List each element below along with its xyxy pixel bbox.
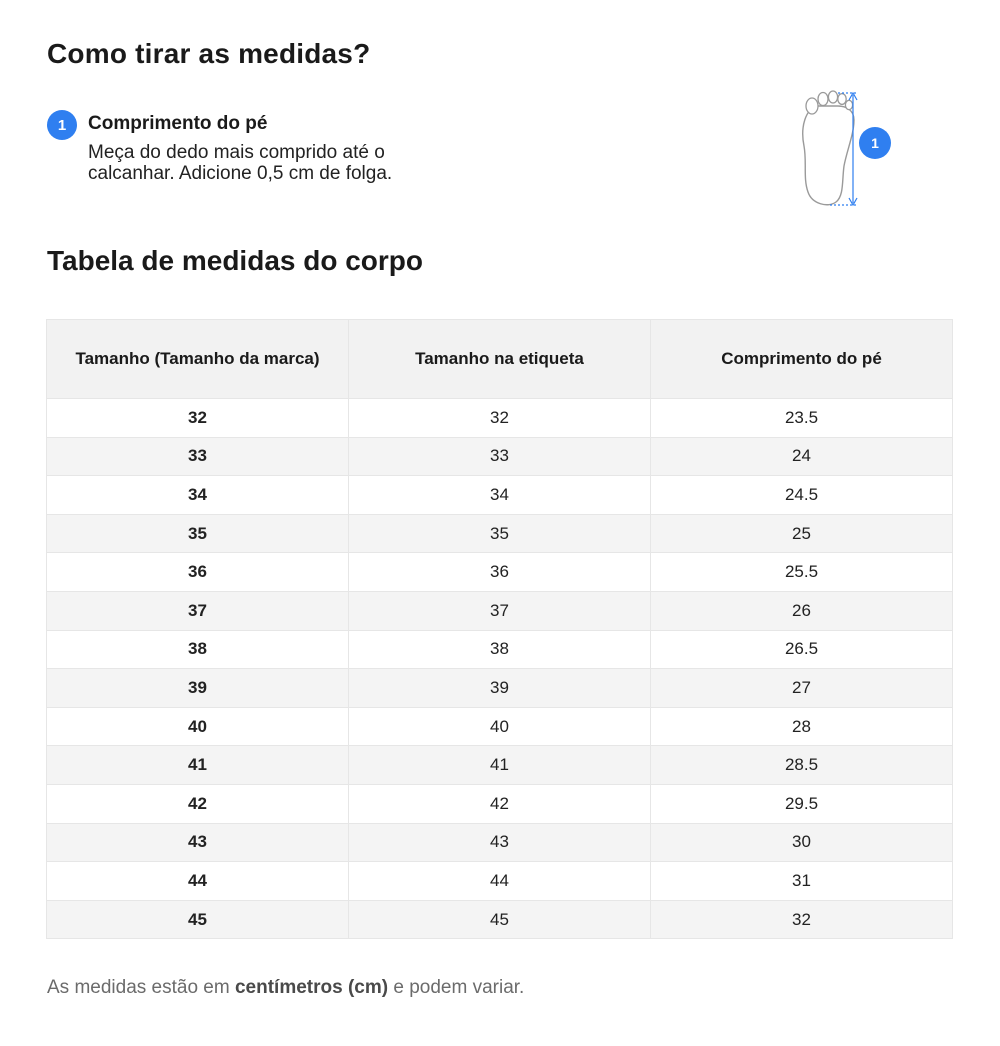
cell-brand-size: 45 — [47, 900, 349, 939]
cell-label-size: 41 — [349, 746, 651, 785]
step-number-badge: 1 — [47, 110, 77, 140]
cell-brand-size: 34 — [47, 476, 349, 515]
table-row — [47, 746, 953, 785]
cell-label-size: 34 — [349, 476, 651, 515]
size-table — [46, 319, 953, 939]
cell-label-size: 45 — [349, 900, 651, 939]
units-note — [47, 977, 524, 999]
cell-brand-size: 42 — [47, 784, 349, 823]
table-row — [47, 823, 953, 862]
cell-foot-length: 24.5 — [651, 476, 953, 515]
table-header-row — [47, 320, 953, 399]
cell-foot-length: 32 — [651, 900, 953, 939]
note-suffix: e podem variar. — [388, 977, 525, 998]
cell-brand-size: 33 — [47, 437, 349, 476]
cell-brand-size: 36 — [47, 553, 349, 592]
column-header-foot-length: Comprimento do pé — [651, 320, 953, 399]
cell-foot-length: 27 — [651, 669, 953, 708]
cell-brand-size: 43 — [47, 823, 349, 862]
table-row — [47, 437, 953, 476]
table-row — [47, 707, 953, 746]
cell-label-size: 32 — [349, 399, 651, 438]
cell-label-size: 42 — [349, 784, 651, 823]
cell-label-size: 39 — [349, 669, 651, 708]
cell-brand-size: 32 — [47, 399, 349, 438]
table-row — [47, 591, 953, 630]
cell-brand-size: 35 — [47, 514, 349, 553]
page-title: Como tirar as medidas? — [47, 38, 371, 69]
cell-foot-length: 31 — [651, 862, 953, 901]
cell-foot-length: 29.5 — [651, 784, 953, 823]
cell-label-size: 36 — [349, 553, 651, 592]
cell-brand-size: 40 — [47, 707, 349, 746]
cell-foot-length: 30 — [651, 823, 953, 862]
note-prefix: As medidas estão em — [47, 977, 235, 998]
table-row — [47, 862, 953, 901]
column-header-label-size: Tamanho na etiqueta — [349, 320, 651, 399]
step-description: Meça do dedo mais comprido até o calcanhar. Adicione 0,5 cm de folga. — [88, 142, 393, 184]
cell-label-size: 44 — [349, 862, 651, 901]
cell-label-size: 38 — [349, 630, 651, 669]
table-row — [47, 476, 953, 515]
foot-outline-icon — [790, 84, 900, 214]
table-heading: Tabela de medidas do corpo — [47, 245, 424, 276]
cell-label-size: 43 — [349, 823, 651, 862]
size-table-body — [47, 399, 953, 939]
cell-label-size: 35 — [349, 514, 651, 553]
note-unit: centímetros (cm) — [234, 977, 389, 998]
cell-brand-size: 44 — [47, 862, 349, 901]
cell-foot-length: 23.5 — [651, 399, 953, 438]
cell-label-size: 33 — [349, 437, 651, 476]
cell-brand-size: 39 — [47, 669, 349, 708]
cell-foot-length: 26 — [651, 591, 953, 630]
cell-foot-length: 26.5 — [651, 630, 953, 669]
cell-brand-size: 37 — [47, 591, 349, 630]
cell-foot-length: 28.5 — [651, 746, 953, 785]
cell-label-size: 37 — [349, 591, 651, 630]
column-header-brand-size: Tamanho (Tamanho da marca) — [47, 320, 349, 399]
cell-foot-length: 25 — [651, 514, 953, 553]
cell-brand-size: 41 — [47, 746, 349, 785]
step-title: Comprimento do pé — [88, 113, 268, 134]
figure-marker-label: 1 — [871, 135, 879, 151]
cell-label-size: 40 — [349, 707, 651, 746]
cell-foot-length: 25.5 — [651, 553, 953, 592]
cell-brand-size: 38 — [47, 630, 349, 669]
cell-foot-length: 28 — [651, 707, 953, 746]
table-row — [47, 630, 953, 669]
table-row — [47, 514, 953, 553]
table-row — [47, 399, 953, 438]
table-row — [47, 900, 953, 939]
table-row — [47, 669, 953, 708]
cell-foot-length: 24 — [651, 437, 953, 476]
foot-measure-figure — [790, 84, 900, 214]
table-row — [47, 784, 953, 823]
table-row — [47, 553, 953, 592]
